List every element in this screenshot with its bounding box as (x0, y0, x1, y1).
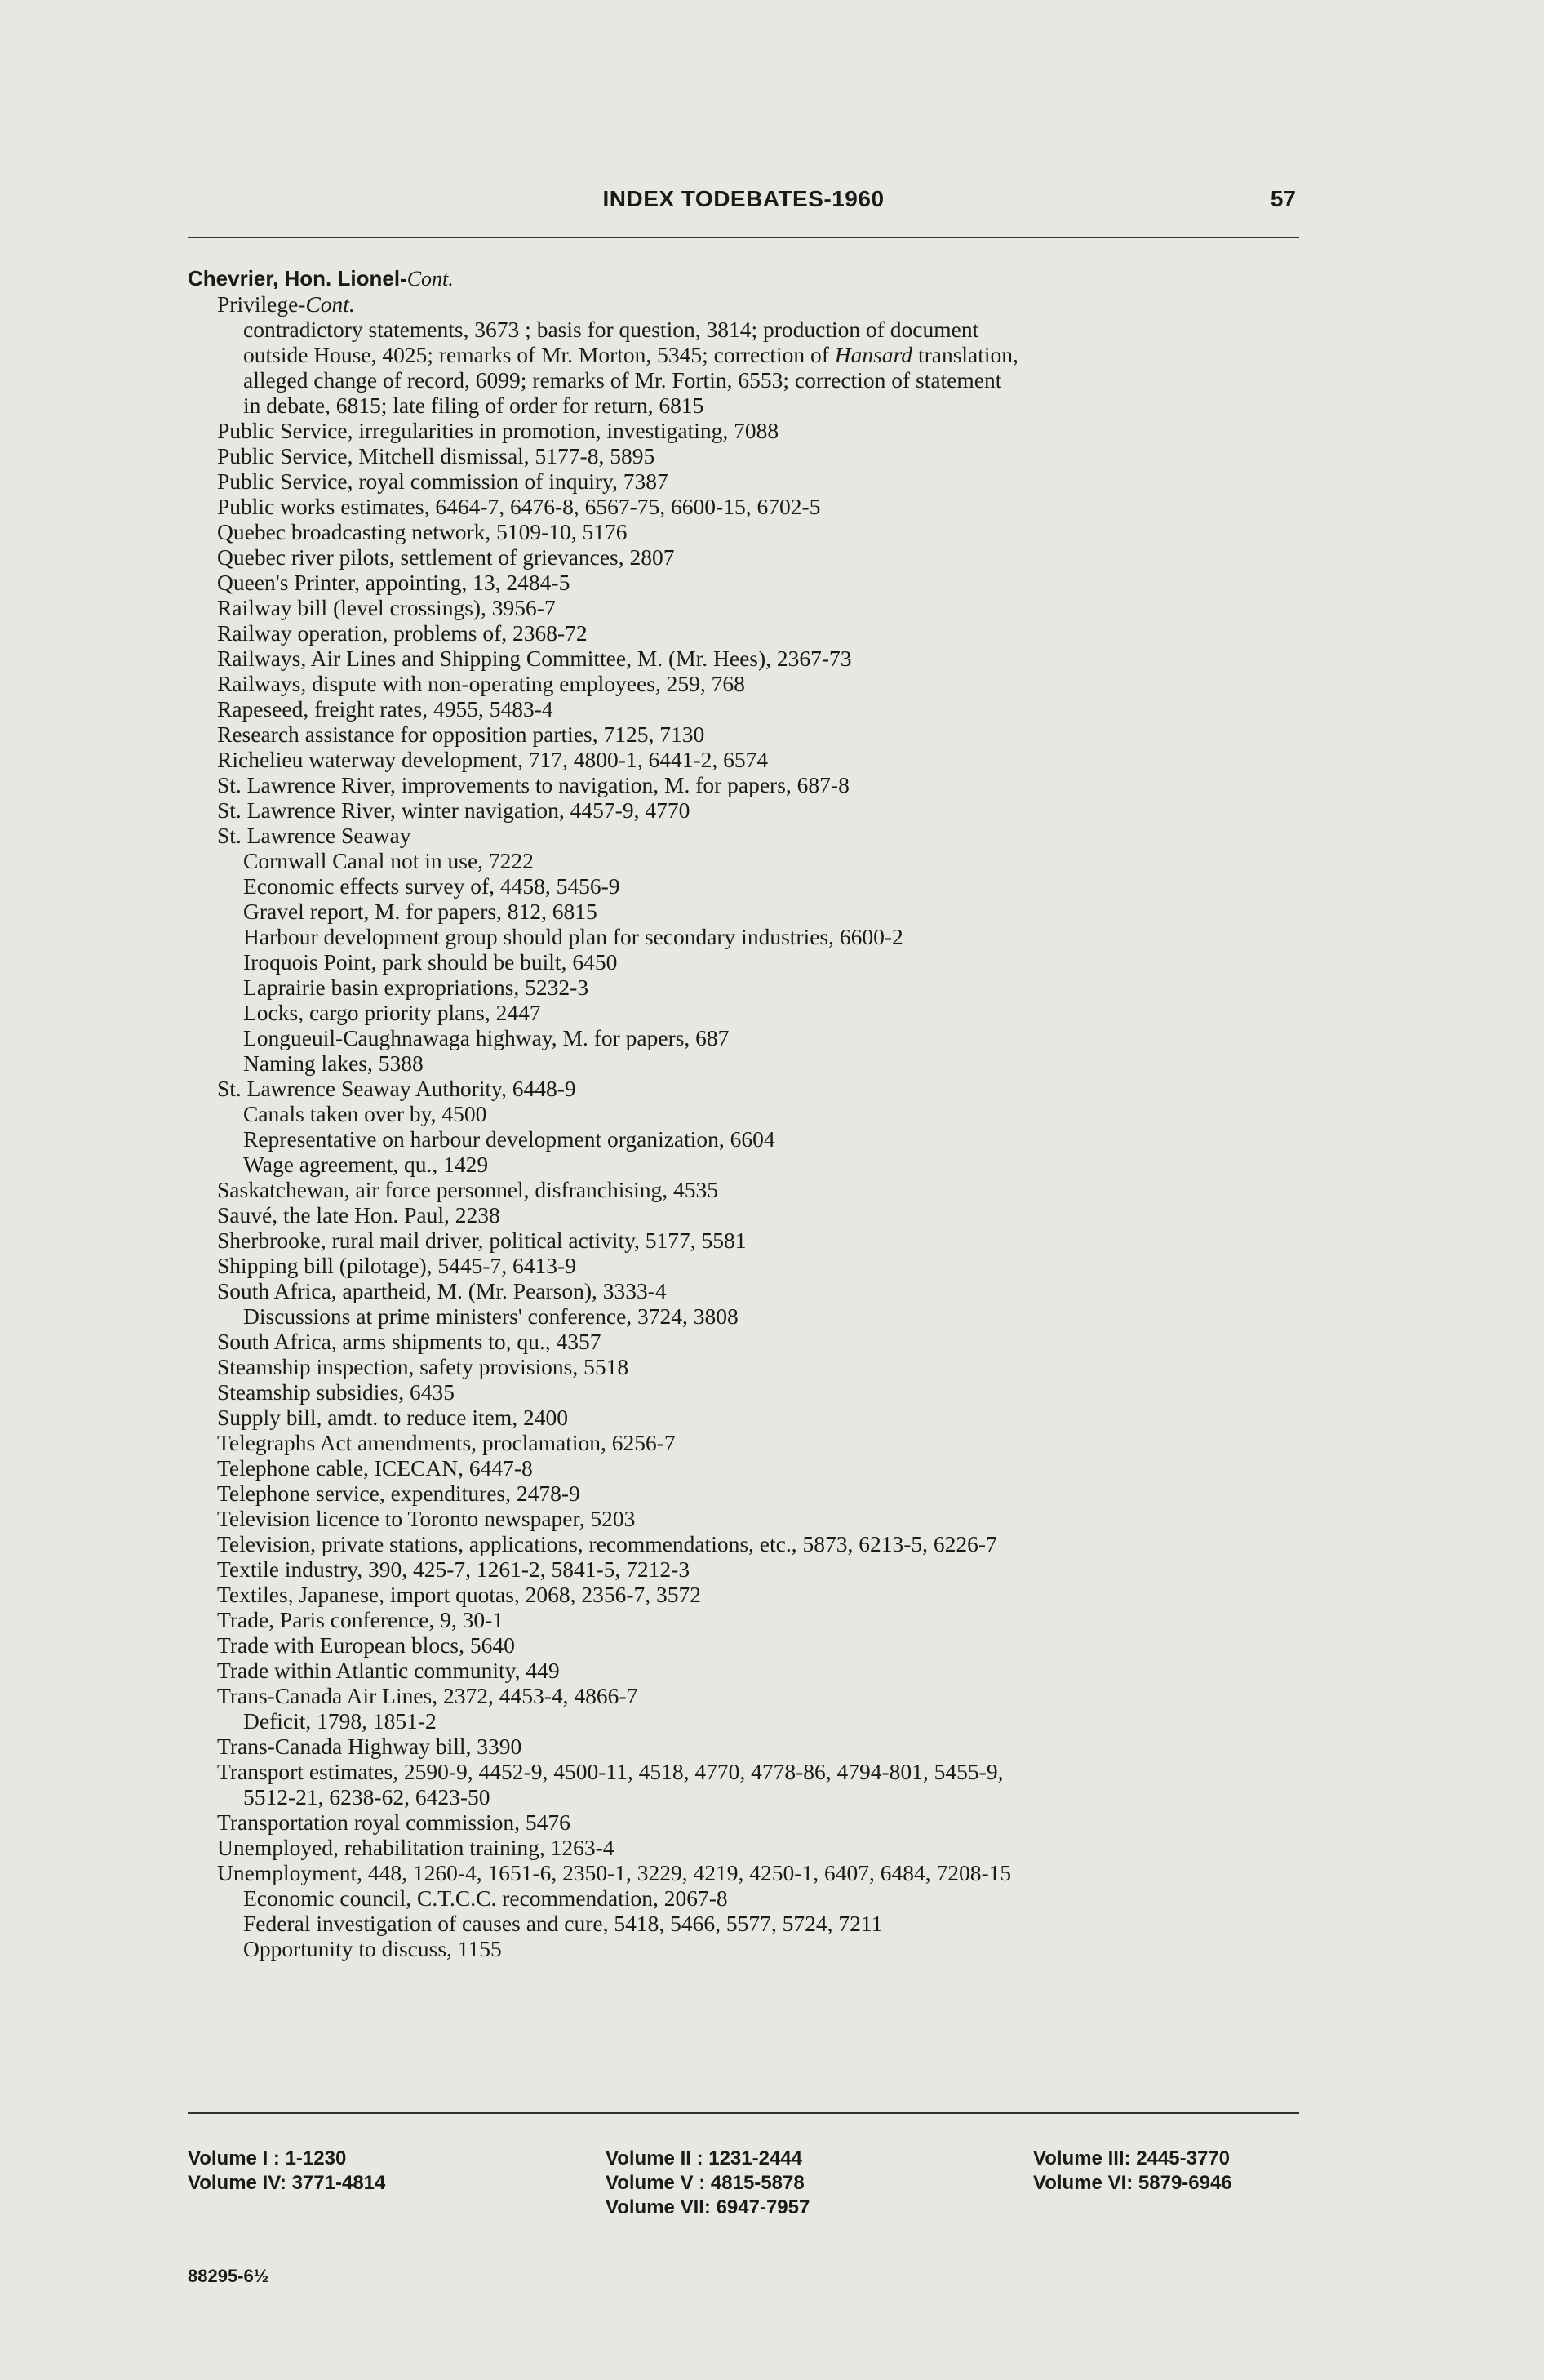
volume-entry: Volume VII: 6947-7957 (606, 2196, 810, 2218)
index-subentry: Canals taken over by, 4500 (243, 1101, 487, 1126)
index-entry: Trade with European blocs, 5640 (217, 1632, 515, 1658)
index-entry: Railways, dispute with non-operating employees, 259, 768 (217, 671, 745, 696)
volume-column-2 (606, 2147, 810, 2220)
index-entry: Queen's Printer, appointing, 13, 2484-5 (217, 570, 570, 595)
volume-column-3 (1033, 2147, 1232, 2196)
index-entry: Quebec river pilots, settlement of grievances, 2807 (217, 544, 675, 570)
volume-column-1 (188, 2147, 385, 2196)
index-entry: Unemployment, 448, 1260-4, 1651-6, 2350-1, 3229, 4219, 4250-1, 6407, 6484, 7208-15 (217, 1860, 1012, 1885)
index-entry: South Africa, apartheid, M. (Mr. Pearson), 3333-4 (217, 1278, 667, 1303)
index-entry: Public Service, royal commission of inquiry, 7387 (217, 468, 668, 494)
index-subentry: alleged change of record, 6099; remarks of Mr. Fortin, 6553; correction of statement (243, 367, 1002, 393)
index-entry: Public Service, irregularities in promotion, investigating, 7088 (217, 418, 779, 443)
index-entry: Telegraphs Act amendments, proclamation, 6256-7 (217, 1430, 676, 1455)
volume-legend (188, 2147, 1299, 2228)
running-title: INDEX TODEBATES-1960 (602, 186, 885, 211)
index-entry: St. Lawrence River, improvements to navigation, M. for papers, 687-8 (217, 772, 850, 797)
index-subentry: Economic council, C.T.C.C. recommendation, 2067-8 (243, 1885, 728, 1911)
index-subentry: Wage agreement, qu., 1429 (243, 1152, 489, 1177)
subheading-name: Privilege- (217, 291, 306, 317)
index-entry: Quebec broadcasting network, 5109-10, 5176 (217, 519, 628, 544)
index-subentry: Iroquois Point, park should be built, 6450 (243, 949, 618, 975)
index-entry: Public works estimates, 6464-7, 6476-8, 6567-75, 6600-15, 6702-5 (217, 494, 821, 519)
index-entry: St. Lawrence Seaway (217, 823, 411, 848)
index-entry: Transport estimates, 2590-9, 4452-9, 4500-11, 4518, 4770, 4778-86, 4794-801, 5455-9, (217, 1759, 1004, 1784)
footer-rule (188, 2112, 1299, 2114)
index-entry: St. Lawrence River, winter navigation, 4457-9, 4770 (217, 797, 690, 823)
index-subentry: Locks, cargo priority plans, 2447 (243, 1000, 541, 1025)
volume-entry: Volume I : 1-1230 (188, 2147, 347, 2169)
index-entry: Research assistance for opposition parties, 7125, 7130 (217, 722, 705, 747)
volume-entry: Volume II : 1231-2444 (606, 2147, 803, 2169)
index-entry: Shipping bill (pilotage), 5445-7, 6413-9 (217, 1253, 576, 1278)
index-entry: Television licence to Toronto newspaper, 5203 (217, 1506, 636, 1531)
volume-entry: Volume VI: 5879-6946 (1033, 2172, 1232, 2194)
index-entry: Trans-Canada Air Lines, 2372, 4453-4, 4866-7 (217, 1683, 638, 1708)
index-subentry: Representative on harbour development organization, 6604 (243, 1126, 775, 1152)
index-subentry: Deficit, 1798, 1851-2 (243, 1708, 437, 1734)
index-entry: Railways, Air Lines and Shipping Committee, M. (Mr. Hees), 2367-73 (217, 646, 852, 671)
index-subentry: Longueuil-Caughnawaga highway, M. for papers, 687 (243, 1025, 730, 1050)
index-entry: Richelieu waterway development, 717, 4800-1, 6441-2, 6574 (217, 747, 769, 772)
index-subentry: Cornwall Canal not in use, 7222 (243, 848, 534, 873)
index-subentry: Harbour development group should plan for secondary industries, 6600-2 (243, 924, 903, 949)
volume-entry: Volume V : 4815-5878 (606, 2172, 805, 2194)
index-entry: Textile industry, 390, 425-7, 1261-2, 5841-5, 7212-3 (217, 1556, 690, 1582)
index-subentry: contradictory statements, 3673 ; basis for question, 3814; production of document (243, 317, 979, 342)
index-entry: South Africa, arms shipments to, qu., 4357 (217, 1329, 601, 1354)
index-entry: Rapeseed, freight rates, 4955, 5483-4 (217, 696, 553, 722)
index-subentry: Gravel report, M. for papers, 812, 6815 (243, 899, 597, 924)
index-entry: Saskatchewan, air force personnel, disfranchising, 4535 (217, 1177, 718, 1202)
index-entry: Transportation royal commission, 5476 (217, 1809, 570, 1835)
index-entry: Supply bill, amdt. to reduce item, 2400 (217, 1405, 569, 1430)
index-body (188, 266, 1299, 1961)
volume-entry: Volume III: 2445-3770 (1033, 2147, 1231, 2169)
index-entry: Trade within Atlantic community, 449 (217, 1658, 560, 1683)
index-subentry: Federal investigation of causes and cure, 5418, 5466, 5577, 5724, 7211 (243, 1911, 883, 1936)
index-entry: Telephone service, expenditures, 2478-9 (217, 1481, 580, 1506)
index-heading (188, 266, 1299, 291)
index-entry: Steamship inspection, safety provisions, 5518 (217, 1354, 629, 1379)
heading-name: Chevrier, Hon. Lionel- (188, 266, 407, 291)
index-entry: Sherbrooke, rural mail driver, political activity, 5177, 5581 (217, 1228, 747, 1253)
subheading-cont: Cont. (305, 291, 355, 317)
page-number: 57 (1270, 186, 1296, 211)
hansard-italic: Hansard (834, 342, 913, 367)
index-subentry: 5512-21, 6238-62, 6423-50 (243, 1784, 490, 1809)
volume-entry: Volume IV: 3771-4814 (188, 2172, 386, 2194)
index-subentry: in debate, 6815; late filing of order for return, 6815 (243, 393, 704, 418)
index-entry: Telephone cable, ICECAN, 6447-8 (217, 1455, 533, 1481)
index-subentry: Economic effects survey of, 4458, 5456-9 (243, 873, 620, 899)
index-entry: Steamship subsidies, 6435 (217, 1379, 455, 1405)
index-subentry: Laprairie basin expropriations, 5232-3 (243, 975, 589, 1000)
header-rule (188, 237, 1299, 238)
heading-cont: Cont. (406, 267, 454, 291)
index-entry: Television, private stations, applications, recommendations, etc., 5873, 6213-5, 6226-7 (217, 1531, 997, 1556)
index-entry: Public Service, Mitchell dismissal, 5177-8, 5895 (217, 443, 655, 468)
index-entry: St. Lawrence Seaway Authority, 6448-9 (217, 1076, 576, 1101)
page-header (188, 181, 1299, 230)
index-entry: Trans-Canada Highway bill, 3390 (217, 1734, 522, 1759)
index-subentry: outside House, 4025; remarks of Mr. Morton, 5345; correction of Hansard translation, (243, 342, 1018, 367)
index-subheading (188, 291, 1299, 317)
index-entry: Railway operation, problems of, 2368-72 (217, 620, 588, 646)
index-subentry: Opportunity to discuss, 1155 (243, 1936, 502, 1961)
index-subentry: Discussions at prime ministers' conference, 3724, 3808 (243, 1303, 739, 1329)
index-subentry: Naming lakes, 5388 (243, 1050, 424, 1076)
index-entry: Railway bill (level crossings), 3956-7 (217, 595, 556, 620)
index-entry: Unemployed, rehabilitation training, 1263-4 (217, 1835, 614, 1860)
index-entry: Sauvé, the late Hon. Paul, 2238 (217, 1202, 500, 1228)
index-entry: Trade, Paris conference, 9, 30-1 (217, 1607, 504, 1632)
index-entry: Textiles, Japanese, import quotas, 2068, 2356-7, 3572 (217, 1582, 702, 1607)
print-code: 88295-6½ (188, 2266, 269, 2286)
